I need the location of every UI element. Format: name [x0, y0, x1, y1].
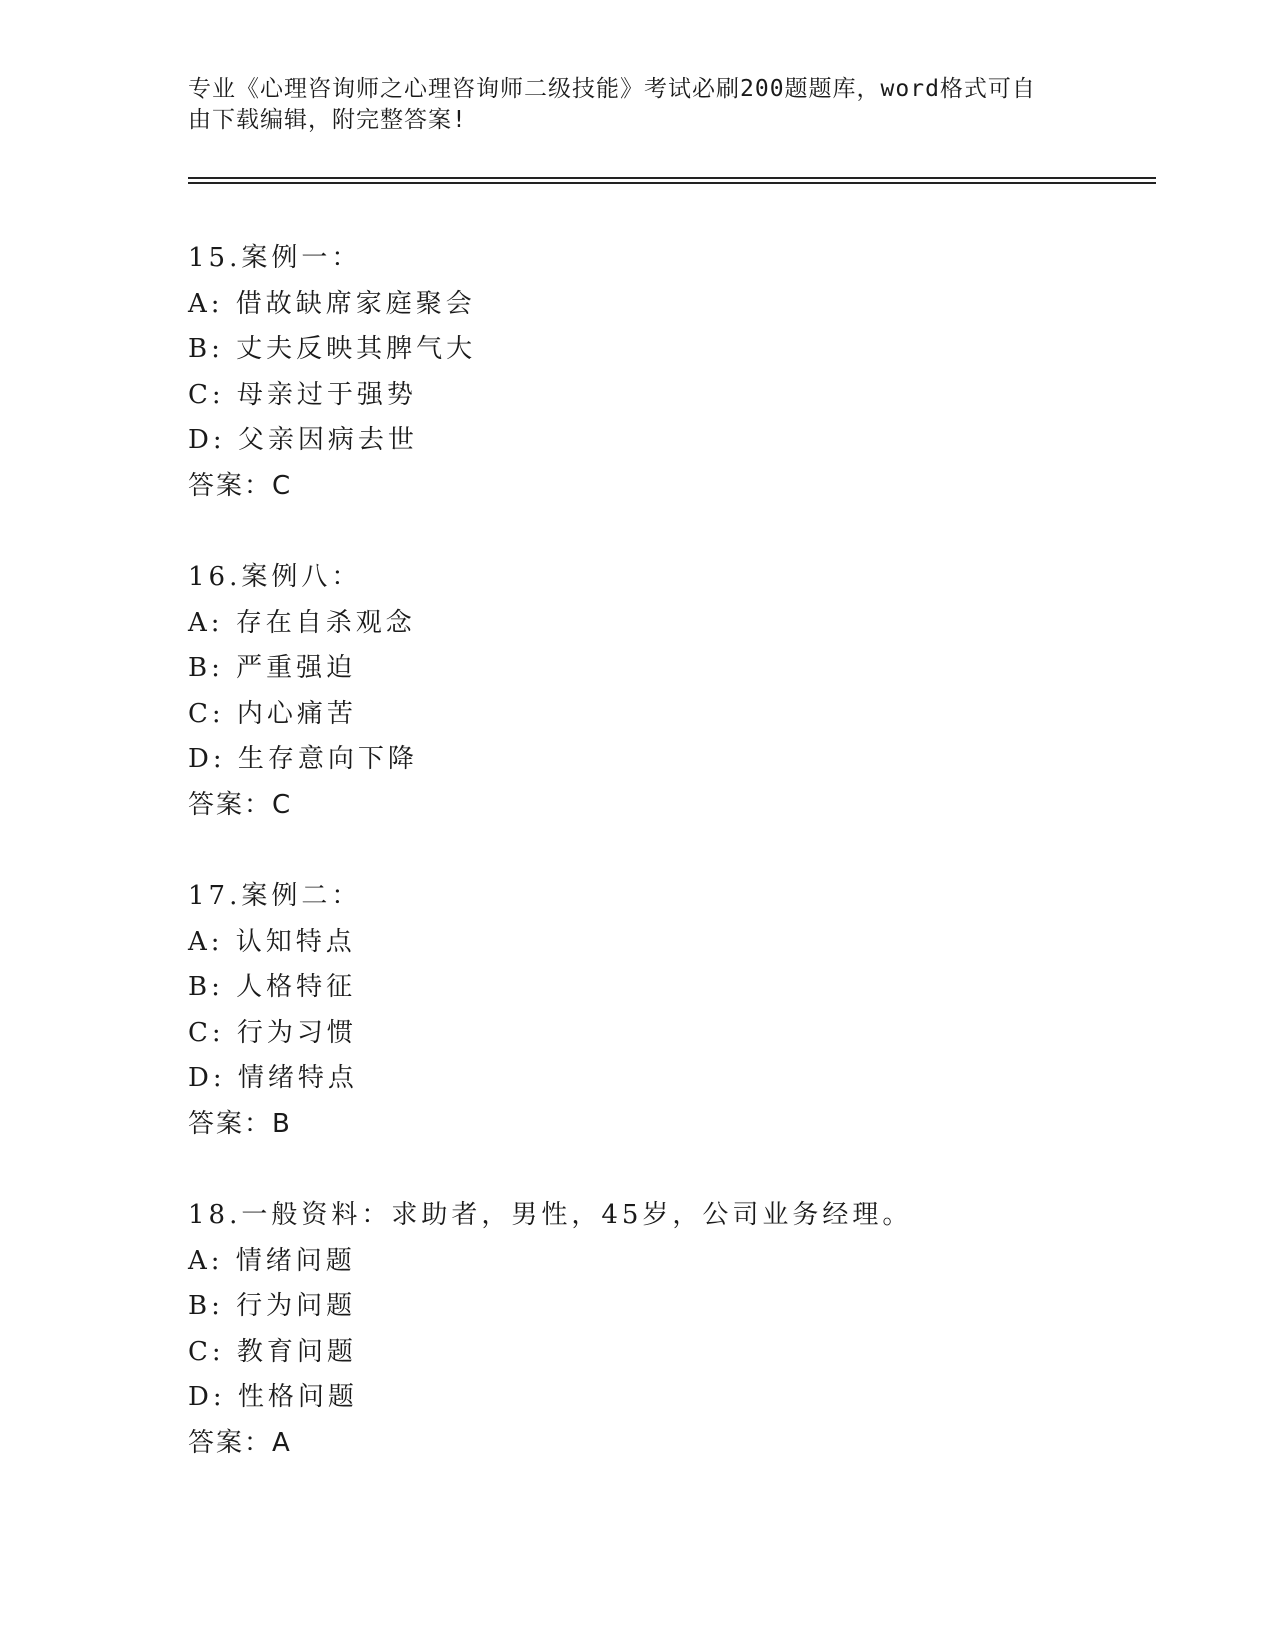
option-c: C: 内心痛苦 [188, 698, 357, 729]
header-line-1: 专业《心理咨询师之心理咨询师二级技能》考试必刷200题题库，word格式可自 [188, 76, 1036, 102]
header-line-2: 由下载编辑，附完整答案! [188, 107, 467, 133]
option-a: A: 借故缺席家庭聚会 [188, 288, 476, 319]
question-stem: 17.案例二： [188, 881, 362, 911]
option-c: C: 行为习惯 [188, 1017, 357, 1048]
answer-line: 答案：A [188, 1427, 292, 1458]
question-item [188, 1193, 1088, 1467]
option-a: A: 情绪问题 [188, 1245, 356, 1276]
question-item [188, 555, 1088, 829]
option-b: B: 行为问题 [188, 1291, 357, 1322]
question-item [188, 874, 1088, 1148]
option-d: D: 性格问题 [188, 1382, 358, 1413]
question-stem: 15.案例一： [188, 243, 362, 273]
question-stem: 18.一般资料：求助者，男性，45岁，公司业务经理。 [188, 1200, 913, 1230]
option-c: C: 教育问题 [188, 1336, 357, 1367]
answer-line: 答案：C [188, 789, 293, 820]
option-d: D: 情绪特点 [188, 1063, 358, 1094]
answer-line: 答案：C [188, 470, 293, 501]
question-item [188, 236, 1088, 510]
header-divider-top [188, 177, 1156, 179]
option-a: A: 认知特点 [188, 926, 356, 957]
option-c: C: 母亲过于强势 [188, 379, 417, 410]
header-divider-bottom [188, 182, 1156, 184]
document-header [188, 74, 1088, 136]
option-d: D: 父亲因病去世 [188, 425, 418, 456]
option-a: A: 存在自杀观念 [188, 607, 416, 638]
option-b: B: 丈夫反映其脾气大 [188, 334, 477, 365]
option-b: B: 严重强迫 [188, 653, 357, 684]
option-b: B: 人格特征 [188, 972, 357, 1003]
question-stem: 16.案例八： [188, 562, 362, 592]
answer-line: 答案：B [188, 1108, 292, 1139]
option-d: D: 生存意向下降 [188, 744, 418, 775]
